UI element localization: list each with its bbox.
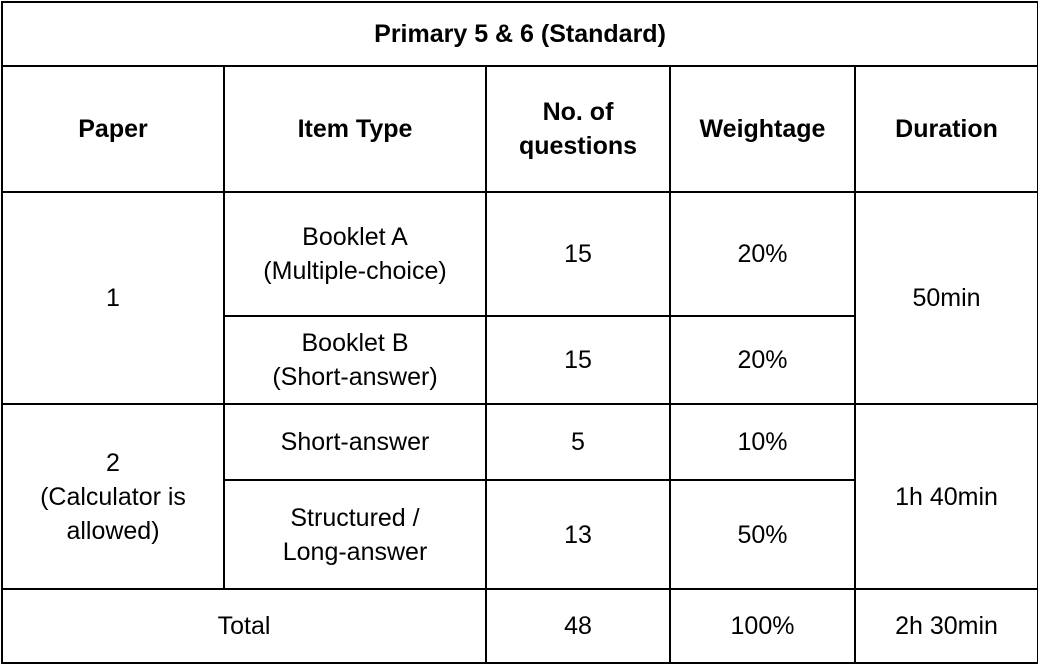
- paper1-duration: 50min: [855, 192, 1038, 404]
- table-title: Primary 5 & 6 (Standard): [2, 2, 1038, 66]
- item-type-line1: Booklet B: [301, 329, 409, 357]
- weightage-cell: 50%: [670, 480, 855, 589]
- paper1-label: 1: [2, 192, 224, 404]
- title-row: [2, 2, 1038, 66]
- total-weightage: 100%: [670, 589, 855, 663]
- header-weightage: Weightage: [670, 66, 855, 192]
- paper2-label-line3: allowed): [66, 516, 160, 545]
- item-type-cell: Short-answer: [224, 404, 486, 480]
- weightage-cell: 20%: [670, 192, 855, 316]
- total-label: Total: [2, 589, 486, 663]
- paper2-label: [2, 404, 224, 589]
- total-duration: 2h 30min: [855, 589, 1038, 663]
- item-type-line2: Long-answer: [282, 537, 428, 566]
- header-no-of-questions-line2: questions: [518, 132, 638, 160]
- weightage-cell: 10%: [670, 404, 855, 480]
- header-no-of-questions-line1: No. of: [542, 98, 614, 126]
- table-row: [2, 192, 1038, 316]
- item-type-cell: [224, 480, 486, 589]
- item-type-line2: (Multiple-choice): [263, 257, 447, 285]
- total-row: [2, 589, 1038, 663]
- questions-cell: 15: [486, 192, 670, 316]
- item-type-line1: Structured /: [290, 503, 420, 532]
- weightage-cell: 20%: [670, 316, 855, 404]
- header-paper: Paper: [2, 66, 224, 192]
- table-row: [2, 404, 1038, 480]
- questions-cell: 13: [486, 480, 670, 589]
- item-type-line2: (Short-answer): [272, 363, 438, 391]
- header-row: [2, 66, 1038, 192]
- paper2-label-line2: (Calculator is: [40, 482, 186, 511]
- item-type-cell: [224, 316, 486, 404]
- questions-cell: 15: [486, 316, 670, 404]
- header-no-of-questions: [486, 66, 670, 192]
- questions-cell: 5: [486, 404, 670, 480]
- header-duration: Duration: [855, 66, 1038, 192]
- exam-format-table: [1, 1, 1038, 664]
- header-item-type: Item Type: [224, 66, 486, 192]
- item-type-cell: [224, 192, 486, 316]
- paper2-duration: 1h 40min: [855, 404, 1038, 589]
- paper2-label-line1: 2: [106, 448, 120, 477]
- item-type-line1: Booklet A: [302, 223, 408, 251]
- total-questions: 48: [486, 589, 670, 663]
